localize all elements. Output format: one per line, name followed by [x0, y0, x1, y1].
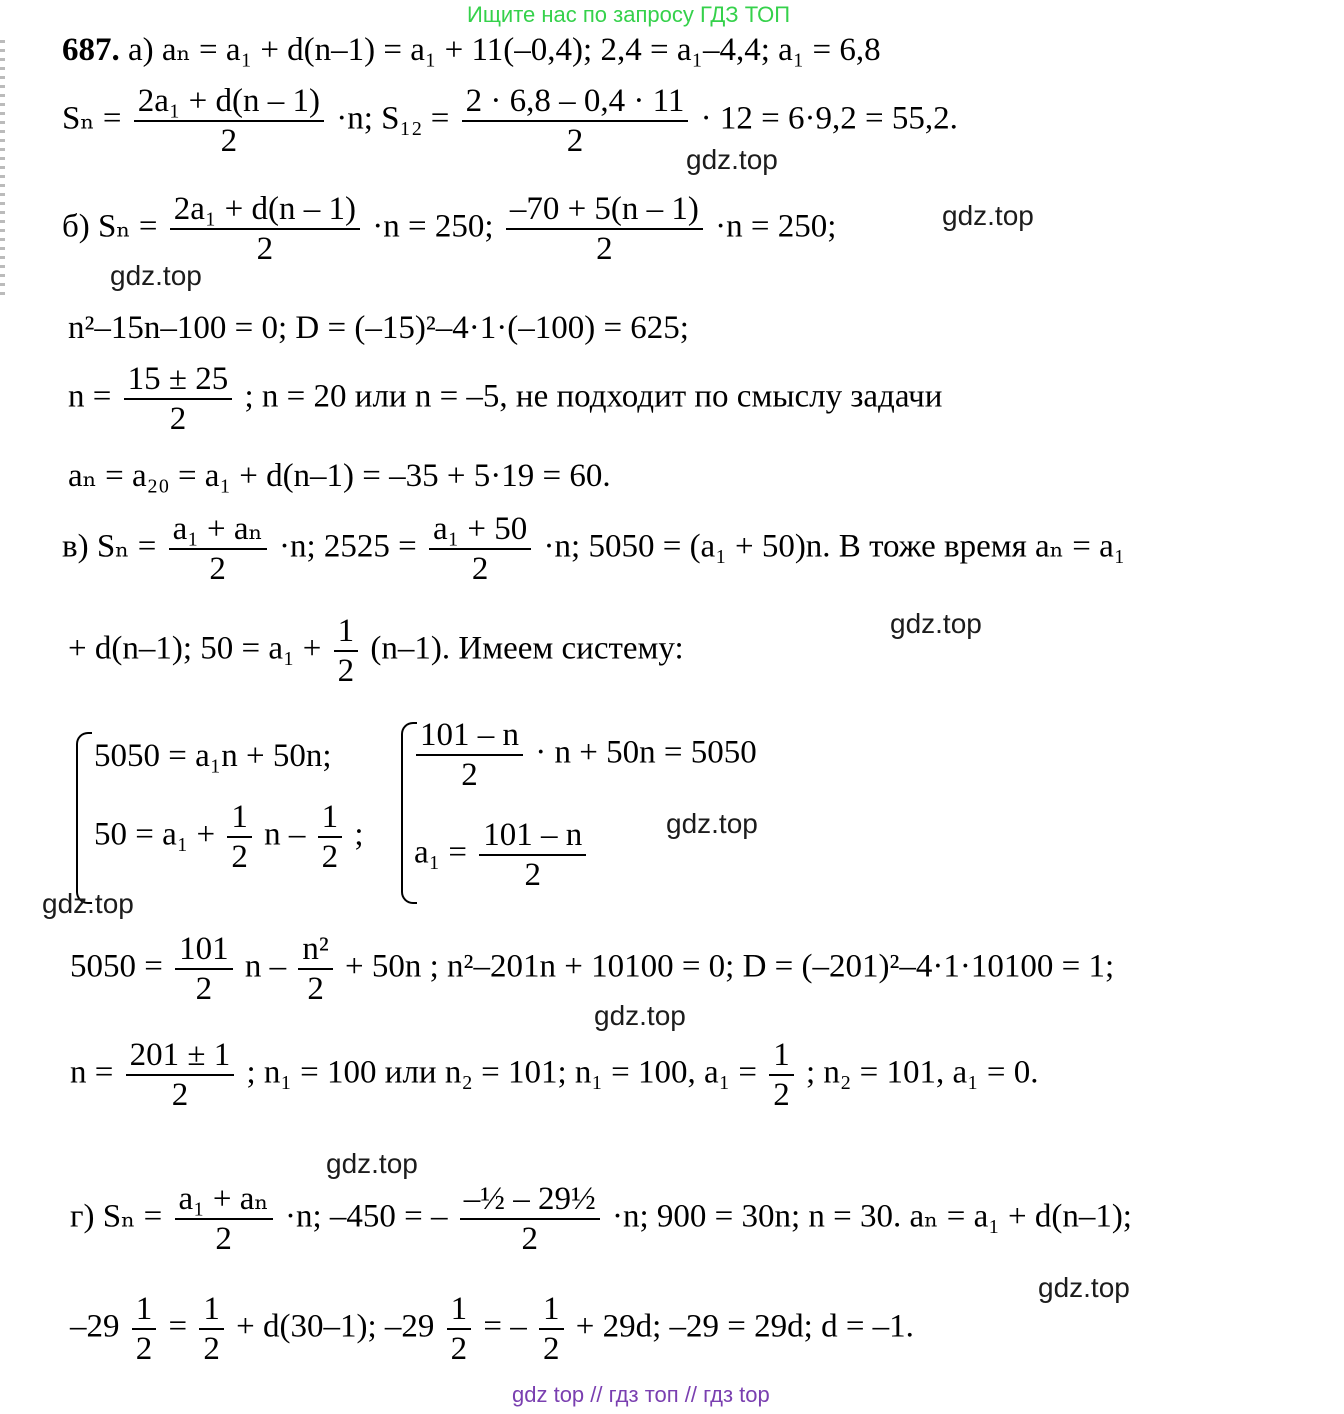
line-g2: –29 $\frac{1}{2}$ = $\frac{1}{2}$ + d(30–1); –29 $\frac{1}{2}$ = – $\frac{1}{2}$ + 29d; –29 = 29d; d = –1. [70, 1291, 914, 1367]
fraction: $\frac{1}{2}$ [539, 1290, 564, 1368]
watermark: gdz.top [42, 888, 134, 919]
fraction: $\frac{\text{n²}}{2}$ [298, 930, 332, 1008]
system2-row2: a₁ = $\frac{101 - n}{2}$ [414, 816, 590, 894]
scan-edge-marks [0, 40, 5, 300]
fraction: $\frac{\text{a₁ + aₙ}}{2}$ [169, 510, 267, 588]
site-footer: gdz top // гдз топ // гдз top [512, 1382, 770, 1407]
line-b3: n = $\frac{15 \pm 25}{2}$ ; n = 20 или n = –5, не подходит по смыслу задачи [68, 361, 943, 437]
fraction: $\frac{1}{2}$ [334, 612, 359, 690]
system1-row1: 5050 = a₁n + 50n; [94, 738, 332, 774]
line-v2: + d(n–1); 50 = a₁ + $\frac{1}{2}$ (n–1). Имеем систему: [68, 613, 684, 689]
fraction: $\frac{\text{a₁ + 50}}{2}$ [429, 510, 531, 588]
line-b1: б) Sₙ = $\frac{\text{2a₁ + d(n – 1)}}{2}$ ·n = 250; $\frac{-70 + 5(n - 1)}{2}$ ·n = 250; [62, 191, 837, 267]
fraction: $\frac{101 - n}{2}$ [479, 816, 586, 894]
fraction: $\frac{2 \cdot 6,8 - 0,4 \cdot 11}{2}$ [462, 82, 689, 160]
fraction: $\frac{101 - n}{2}$ [416, 716, 523, 794]
line-b4: aₙ = a₂₀ = a₁ + d(n–1) = –35 + 5·19 = 60. [68, 458, 611, 494]
watermark: gdz.top [326, 1148, 418, 1179]
line-v3: 5050 = $\frac{101}{2}$ n – $\frac{\text{n²}}{2}$ + 50n ; n²–201n + 10100 = 0; D = (–201)²–4·1·10100 = 1; [70, 931, 1115, 1007]
line-v4: n = $\frac{201 \pm 1}{2}$ ; n₁ = 100 или n₂ = 101; n₁ = 100, a₁ = $\frac{1}{2}$ ; n₂ = 101, a₁ = 0. [70, 1037, 1039, 1113]
fraction: $\frac{\text{–½ – 29½}}{2}$ [460, 1180, 600, 1258]
fraction: $\frac{1}{2}$ [318, 798, 343, 876]
fraction: $\frac{-70 + 5(n - 1)}{2}$ [506, 190, 703, 268]
line-b2: n²–15n–100 = 0; D = (–15)²–4·1·(–100) = 625; [68, 310, 689, 346]
line-a1: 687. а) aₙ = a₁ + d(n–1) = a₁ + 11(–0,4); 2,4 = a₁–4,4; a₁ = 6,8 [62, 32, 881, 68]
watermark: gdz.top [1038, 1272, 1130, 1303]
fraction: $\frac{15 \pm 25}{2}$ [124, 360, 233, 438]
watermark: gdz.top [666, 808, 758, 839]
system2-row1: $\frac{101 - n}{2}$ · n + 50n = 5050 [412, 716, 757, 794]
line-v1: в) Sₙ = $\frac{\text{a₁ + aₙ}}{2}$ ·n; 2525 = $\frac{\text{a₁ + 50}}{2}$ ·n; 5050 = (a₁ + 50)n. В тоже время aₙ = a₁ [62, 511, 1126, 587]
fraction: $\frac{101}{2}$ [175, 930, 233, 1008]
fraction: $\frac{1}{2}$ [132, 1290, 157, 1368]
fraction: $\frac{1}{2}$ [227, 798, 252, 876]
fraction: $\frac{201 \pm 1}{2}$ [126, 1036, 235, 1114]
site-header: Ищите нас по запросу ГДЗ ТОП [467, 2, 791, 27]
fraction: $\frac{\text{2a₁ + d(n – 1)}}{2}$ [134, 82, 324, 160]
watermark: gdz.top [594, 1000, 686, 1031]
watermark: gdz.top [686, 144, 778, 175]
fraction: $\frac{1}{2}$ [447, 1290, 472, 1368]
line-g1: г) Sₙ = $\frac{\text{a₁ + aₙ}}{2}$ ·n; –450 = – $\frac{\text{–½ – 29½}}{2}$ ·n; 900 = 30n; n = 30. aₙ = a₁ + d(n–1); [70, 1181, 1132, 1257]
system1-row2: 50 = a₁ + $\frac{1}{2}$ n – $\frac{1}{2}$ ; [94, 799, 364, 875]
fraction: $\frac{1}{2}$ [199, 1290, 224, 1368]
fraction: $\frac{1}{2}$ [769, 1036, 794, 1114]
watermark: gdz.top [942, 200, 1034, 231]
system-brace-left [76, 732, 92, 904]
fraction: $\frac{\text{a₁ + aₙ}}{2}$ [175, 1180, 273, 1258]
fraction: $\frac{\text{2a₁ + d(n – 1)}}{2}$ [170, 190, 360, 268]
problem-number: 687. [62, 32, 120, 68]
watermark: gdz.top [110, 260, 202, 291]
line-a2: Sₙ = $\frac{\text{2a₁ + d(n – 1)}}{2}$ ·n; S₁₂ = $\frac{2 \cdot 6,8 - 0,4 \cdot 11}{2}$ · 12 = 6·9,2 = 55,2. [62, 83, 958, 159]
watermark: gdz.top [890, 608, 982, 639]
